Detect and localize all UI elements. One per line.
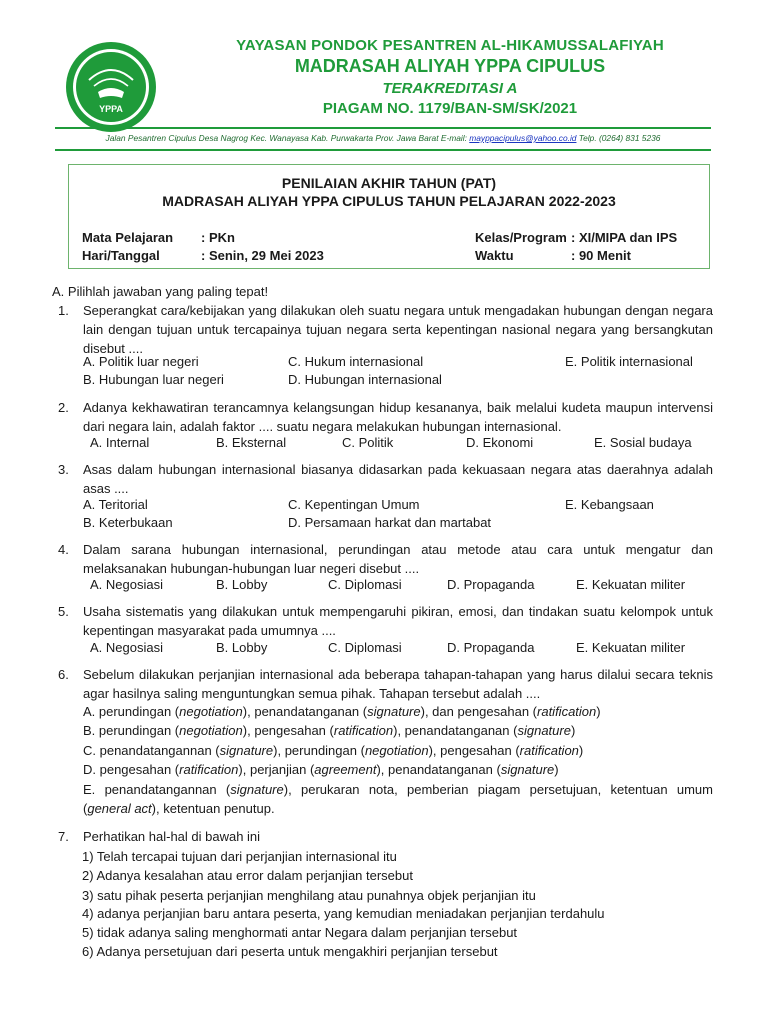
header-divider-bottom — [55, 149, 711, 151]
question-text: Sebelum dilakukan perjanjian internasional ada beberapa tahapan-tahapan yang harus dilalui secara teknis agar hasilnya saling menguntungkan semua pihak. Tahapan tersebut adalah .... — [83, 667, 713, 701]
option[interactable]: C. Hukum internasional — [288, 354, 424, 369]
question-number: 3. — [58, 462, 69, 477]
option[interactable]: D. Propaganda — [447, 577, 535, 592]
option[interactable]: D. Propaganda — [447, 640, 535, 655]
option[interactable]: C. Kepentingan Umum — [288, 497, 420, 512]
foundation-name: YAYASAN PONDOK PESANTREN AL-HIKAMUSSALAFIYAH — [236, 37, 664, 54]
section-title: A. Pilihlah jawaban yang paling tepat! — [52, 284, 269, 299]
option[interactable]: C. penandatangannan (signature), perundingan (negotiation), pengesahan (ratification) — [83, 743, 584, 758]
list-item: 5) tidak adanya saling menghormati antar Negara dalam perjanjian tersebut — [82, 925, 518, 940]
option[interactable]: A. Politik luar negeri — [83, 354, 199, 369]
logo-text: YPPA — [99, 104, 123, 114]
option[interactable]: B. Hubungan luar negeri — [83, 372, 224, 387]
list-item: 2) Adanya kesalahan atau error dalam perjanjian tersebut — [82, 868, 413, 883]
time-label: Waktu — [475, 248, 514, 263]
school-logo-icon — [64, 40, 158, 134]
option[interactable]: B. Keterbukaan — [83, 515, 173, 530]
school-address — [55, 133, 711, 143]
option[interactable]: A. Negosiasi — [90, 577, 163, 592]
option[interactable]: B. Lobby — [216, 640, 268, 655]
list-item: 1) Telah tercapai tujuan dari perjanjian internasional itu — [82, 849, 397, 864]
option[interactable]: E. Sosial budaya — [594, 435, 692, 450]
school-name: MADRASAH ALIYAH YPPA CIPULUS — [294, 56, 606, 76]
question-text: Asas dalam hubungan internasional biasanya didasarkan pada kekuasaan negara atas daerahnya adalah asas .... — [83, 462, 713, 496]
option[interactable]: E. penandatangannan (signature), perukaran nota, pemberian piagam persetujuan, ketentuan umum (general act), ketentuan penutup. — [83, 782, 713, 816]
option[interactable]: A. Internal — [90, 435, 150, 450]
question-number: 5. — [58, 604, 69, 619]
accreditation: TERAKREDITASI A — [382, 80, 518, 97]
question-text: Adanya kekhawatiran terancamnya kelangsungan hidup kesananya, baik melalui kudeta maupun intervensi dari negara lain, adalah faktor .... suatu negara melakukan hubungan internasional. — [83, 400, 713, 434]
list-item: 6) Adanya persetujuan dari peserta untuk mengakhiri perjanjian tersebut — [82, 944, 498, 959]
list-item: 4) adanya perjanjian baru antara peserta, yang kemudian meniadakan perjanjian terdahulu — [82, 906, 605, 921]
class-value: : XI/MIPA dan IPS — [571, 230, 678, 245]
option[interactable]: E. Kekuatan militer — [576, 640, 686, 655]
option[interactable]: D. Ekonomi — [466, 435, 534, 450]
option[interactable]: A. perundingan (negotiation), penandatanganan (signature), dan pengesahan (ratification) — [83, 704, 601, 719]
option[interactable]: E. Kekuatan militer — [576, 577, 686, 592]
time-value: : 90 Menit — [571, 248, 631, 263]
subject-label: Mata Pelajaran — [82, 230, 174, 245]
option[interactable]: C. Politik — [342, 435, 394, 450]
option[interactable]: B. Lobby — [216, 577, 268, 592]
question-text: Usaha sistematis yang dilakukan untuk mempengaruhi pikiran, emosi, dan tindakan suatu kelompok untuk kepentingan masyarakat pada umumnya .... — [83, 604, 713, 638]
charter-number: PIAGAM NO. 1179/BAN-SM/SK/2021 — [322, 100, 578, 117]
option[interactable]: D. Persamaan harkat dan martabat — [288, 515, 492, 530]
exam-title: PENILAIAN AKHIR TAHUN (PAT) — [281, 175, 497, 191]
question-number: 7. — [58, 829, 69, 844]
phone-text: Telp. (0264) 831 5236 — [576, 133, 661, 143]
exam-subtitle: MADRASAH ALIYAH YPPA CIPULUS TAHUN PELAJARAN 2022-2023 — [162, 193, 616, 209]
option[interactable]: A. Teritorial — [83, 497, 148, 512]
date-label: Hari/Tanggal — [82, 248, 160, 263]
address-text: Jalan Pesantren Cipulus Desa Nagrog Kec. Wanayasa Kab. Purwakarta Prov. Jawa Barat E-mail: — [105, 133, 470, 143]
date-value: : Senin, 29 Mei 2023 — [201, 248, 324, 263]
class-label: Kelas/Program — [475, 230, 567, 245]
option[interactable]: C. Diplomasi — [328, 640, 402, 655]
option[interactable]: C. Diplomasi — [328, 577, 402, 592]
question-number: 4. — [58, 542, 69, 557]
question-text: Perhatikan hal-hal di bawah ini — [83, 829, 261, 844]
option[interactable]: D. pengesahan (ratification), perjanjian (agreement), penandatanganan (signature) — [83, 762, 559, 777]
option[interactable]: B. perundingan (negotiation), pengesahan (ratification), penandatanganan (signature) — [83, 723, 576, 738]
question-text: Dalam sarana hubungan internasional, perundingan atau metode atau cara untuk mengatur dan melaksanakan hubungan-hubungan luar negeri disebut .... — [83, 542, 713, 576]
question-number: 1. — [58, 303, 69, 318]
header-divider-top — [55, 127, 711, 129]
question-number: 6. — [58, 667, 69, 682]
option[interactable]: A. Negosiasi — [90, 640, 163, 655]
option[interactable]: B. Eksternal — [216, 435, 287, 450]
question-number: 2. — [58, 400, 69, 415]
option[interactable]: E. Kebangsaan — [565, 497, 654, 512]
subject-value: : PKn — [201, 230, 235, 245]
exam-info-box — [68, 164, 710, 269]
list-item: 3) satu pihak peserta perjanjian menghilang atau punahnya objek perjanjian itu — [82, 888, 536, 903]
question-text: Seperangkat cara/kebijakan yang dilakukan oleh suatu negara untuk mengadakan hubungan dengan negara lain dengan tujuan untuk tercapainya tujuan negara serta kepentingan nasional negara yang bersangkutan disebut .... — [83, 303, 713, 356]
option[interactable]: E. Politik internasional — [565, 354, 693, 369]
email-link[interactable]: mayppacipulus@yahoo.co.id — [469, 133, 577, 143]
option[interactable]: D. Hubungan internasional — [288, 372, 442, 387]
